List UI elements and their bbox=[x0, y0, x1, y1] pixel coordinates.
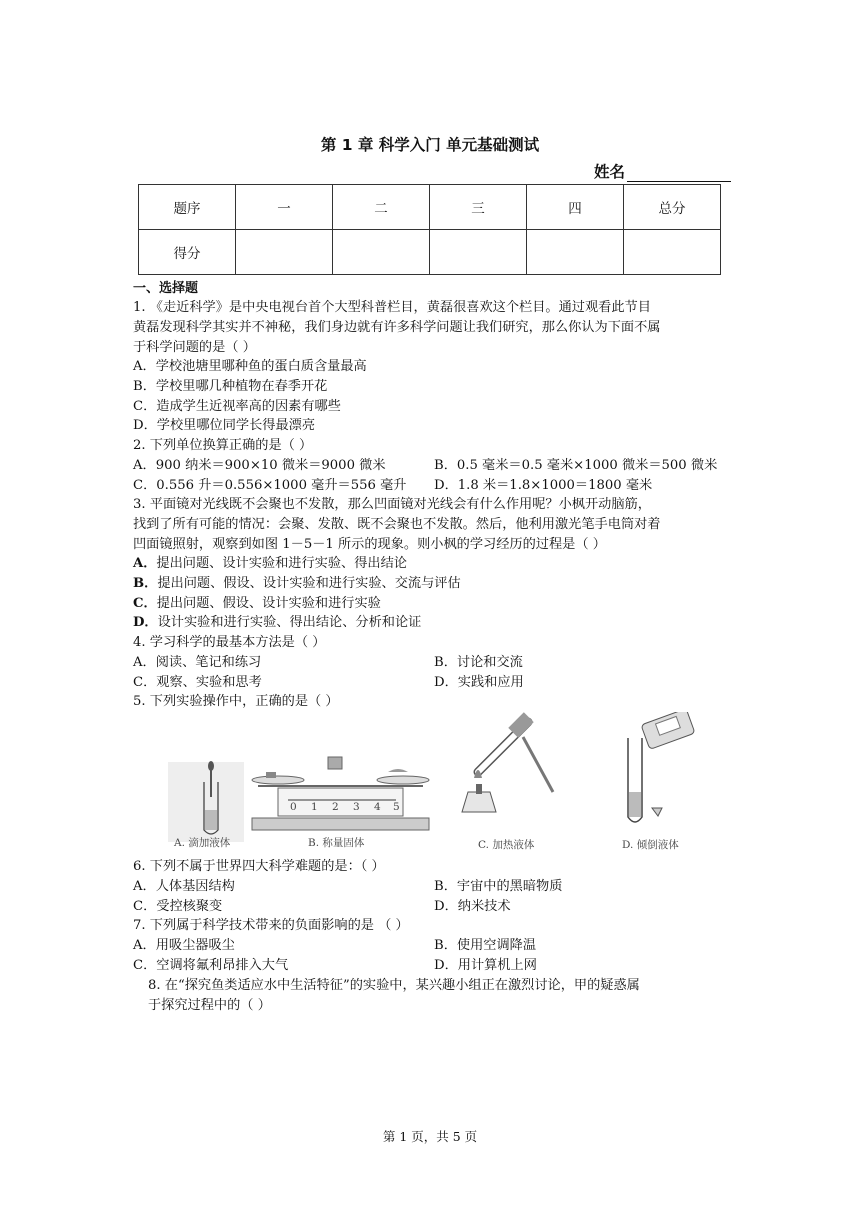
option-label: B． bbox=[133, 379, 156, 394]
option-text: 学校里哪几种植物在春季开花 bbox=[155, 379, 328, 394]
option-text: 提出问题、假设、设计实验和进行实验、交流与评估 bbox=[157, 576, 461, 591]
score-cell[interactable] bbox=[333, 230, 430, 275]
question-5-figures bbox=[166, 712, 726, 857]
question-3-option-c[interactable] bbox=[133, 594, 381, 613]
figure-b-weighing-solid[interactable] bbox=[248, 752, 433, 847]
question-6-option-b[interactable] bbox=[434, 877, 562, 896]
question-7-option-c[interactable] bbox=[133, 956, 288, 975]
option-label: A． bbox=[133, 458, 156, 473]
balance-illustration bbox=[248, 752, 433, 847]
question-2-option-b[interactable] bbox=[434, 456, 717, 475]
question-4-option-d[interactable] bbox=[434, 673, 524, 692]
option-label: B． bbox=[434, 879, 457, 894]
option-text: 1.8 米＝1.8×1000＝1800 毫米 bbox=[457, 478, 653, 493]
question-6-option-a[interactable] bbox=[133, 877, 235, 896]
option-text: 900 纳米＝900×10 微米＝9000 微米 bbox=[155, 458, 386, 473]
option-label: B． bbox=[133, 576, 158, 591]
ruler-tick-label: 5 bbox=[393, 801, 400, 813]
question-4-option-b[interactable] bbox=[434, 653, 523, 672]
name-label: 姓名 bbox=[594, 163, 626, 181]
name-blank[interactable] bbox=[627, 165, 731, 182]
option-text: 讨论和交流 bbox=[456, 655, 523, 670]
option-text: 提出问题、假设、设计实验和进行实验 bbox=[156, 596, 381, 611]
score-header-cell: 四 bbox=[527, 185, 624, 230]
option-label: A． bbox=[133, 556, 157, 571]
question-8-stem: 8. 在“探究鱼类适应水中生活特征”的实验中，某兴趣小组正在激烈讨论，甲的疑惑属 bbox=[148, 978, 640, 993]
option-label: B． bbox=[434, 458, 457, 473]
score-header-cell: 三 bbox=[430, 185, 527, 230]
option-label: D． bbox=[434, 675, 458, 690]
option-text: 空调将氟利昂排入大气 bbox=[156, 958, 289, 973]
option-text: 实践和应用 bbox=[457, 675, 524, 690]
question-2-option-d[interactable] bbox=[434, 476, 652, 495]
figure-d-pouring-liquid[interactable] bbox=[606, 712, 716, 857]
option-text: 设计实验和进行实验、得出结论、分析和论证 bbox=[157, 615, 422, 630]
question-2-stem: 2. 下列单位换算正确的是（ ） bbox=[133, 438, 313, 453]
option-label: C． bbox=[133, 596, 157, 611]
score-table-score-row bbox=[139, 230, 721, 275]
question-1-option-c[interactable] bbox=[133, 397, 341, 416]
balance-ruler-ticks bbox=[290, 801, 400, 813]
option-text: 宇宙中的黑暗物质 bbox=[456, 879, 563, 894]
option-label: C． bbox=[133, 899, 157, 914]
question-3-stem: 凹面镜照射，观察到如图 1－5－1 所示的现象。则小枫的学习经历的过程是（ ） bbox=[133, 537, 606, 552]
option-label: C． bbox=[133, 958, 157, 973]
question-4-option-c[interactable] bbox=[133, 673, 262, 692]
option-text: 造成学生近视率高的因素有哪些 bbox=[156, 399, 341, 414]
option-label: D． bbox=[434, 958, 458, 973]
name-field[interactable] bbox=[594, 160, 731, 182]
figure-b-caption: B. 称量固体 bbox=[308, 837, 365, 849]
question-8-stem: 于探究过程中的（ ） bbox=[148, 998, 271, 1013]
score-header-cell: 总分 bbox=[624, 185, 721, 230]
question-6-option-d[interactable] bbox=[434, 897, 511, 916]
option-text: 观察、实验和思考 bbox=[156, 675, 262, 690]
score-table bbox=[138, 184, 721, 275]
ruler-tick-label: 0 bbox=[290, 801, 297, 813]
option-label: A． bbox=[133, 879, 156, 894]
option-text: 使用空调降温 bbox=[456, 938, 537, 953]
ruler-tick-label: 2 bbox=[332, 801, 339, 813]
score-cell[interactable] bbox=[236, 230, 333, 275]
score-cell[interactable] bbox=[430, 230, 527, 275]
score-header-cell: 题序 bbox=[139, 185, 236, 230]
option-label: A． bbox=[133, 359, 156, 374]
option-text: 纳米技术 bbox=[457, 899, 511, 914]
option-text: 阅读、笔记和练习 bbox=[155, 655, 262, 670]
score-cell[interactable] bbox=[624, 230, 721, 275]
option-text: 人体基因结构 bbox=[155, 879, 235, 894]
question-5-stem: 5. 下列实验操作中，正确的是（ ） bbox=[133, 694, 339, 709]
heating-illustration bbox=[448, 712, 558, 842]
page-footer: 第 1 页，共 5 页 bbox=[382, 1129, 478, 1144]
ruler-tick-label: 1 bbox=[311, 801, 318, 813]
score-cell[interactable] bbox=[527, 230, 624, 275]
question-7-option-d[interactable] bbox=[434, 956, 537, 975]
question-2-option-c[interactable] bbox=[133, 476, 406, 495]
question-3-stem: 找到了所有可能的情况：会聚、发散、既不会聚也不发散。然后，他利用激光笔手电筒对着 bbox=[133, 517, 661, 532]
question-3-option-b[interactable] bbox=[133, 574, 461, 593]
question-3-stem: 3. 平面镜对光线既不会聚也不发散，那么凹面镜对光线会有什么作用呢？小枫开动脑筋， bbox=[133, 497, 651, 512]
question-7-stem: 7. 下列属于科学技术带来的负面影响的是 （ ） bbox=[133, 918, 409, 933]
figure-a-caption: A. 滴加液体 bbox=[174, 837, 231, 849]
option-text: 学校里哪位同学长得最漂亮 bbox=[156, 418, 316, 433]
option-label: A． bbox=[133, 655, 156, 670]
option-label: D． bbox=[133, 418, 157, 433]
option-text: 0.5 毫米＝0.5 毫米×1000 微米＝500 微米 bbox=[456, 458, 718, 473]
question-1-stem: 黄磊发现科学其实并不神秘，我们身边就有许多科学问题让我们研究，那么你认为下面不属 bbox=[133, 320, 661, 335]
question-2-option-a[interactable] bbox=[133, 456, 386, 475]
option-label: D． bbox=[434, 899, 458, 914]
option-label: C． bbox=[133, 399, 157, 414]
option-label: C． bbox=[133, 675, 157, 690]
question-4-option-a[interactable] bbox=[133, 653, 261, 672]
figure-c-heating-liquid[interactable] bbox=[448, 712, 558, 857]
question-1-option-d[interactable] bbox=[133, 416, 315, 435]
option-text: 0.556 升＝0.556×1000 毫升＝556 毫升 bbox=[156, 478, 407, 493]
option-label: B． bbox=[434, 655, 457, 670]
question-7-option-b[interactable] bbox=[434, 936, 536, 955]
option-text: 受控核聚变 bbox=[156, 899, 223, 914]
question-6-option-c[interactable] bbox=[133, 897, 222, 916]
question-1-stem: 于科学问题的是（ ） bbox=[133, 340, 256, 355]
question-3-option-a[interactable] bbox=[133, 554, 407, 573]
question-1-option-a[interactable] bbox=[133, 357, 367, 376]
score-table-header-row bbox=[139, 185, 721, 230]
score-row-label: 得分 bbox=[139, 230, 236, 275]
figure-a-dropping-liquid[interactable] bbox=[166, 752, 246, 847]
ruler-tick-label: 3 bbox=[353, 801, 360, 813]
question-7-option-a[interactable] bbox=[133, 936, 235, 955]
pouring-illustration bbox=[606, 712, 716, 842]
option-text: 提出问题、设计实验和进行实验、得出结论 bbox=[156, 556, 407, 571]
question-1-stem: 1. 《走近科学》是中央电视台首个大型科普栏目，黄磊很喜欢这个栏目。通过观看此节目 bbox=[133, 300, 651, 315]
page-title: 第 1 章 科学入门 单元基础测试 bbox=[320, 136, 540, 154]
score-header-cell: 二 bbox=[333, 185, 430, 230]
score-header-cell: 一 bbox=[236, 185, 333, 230]
option-label: A． bbox=[133, 938, 156, 953]
option-text: 学校池塘里哪种鱼的蛋白质含量最高 bbox=[155, 359, 367, 374]
question-4-stem: 4. 学习科学的最基本方法是（ ） bbox=[133, 635, 326, 650]
option-text: 用吸尘器吸尘 bbox=[155, 938, 235, 953]
question-3-option-d[interactable] bbox=[133, 613, 421, 632]
option-label: D． bbox=[133, 615, 158, 630]
option-label: D． bbox=[434, 478, 458, 493]
option-text: 用计算机上网 bbox=[457, 958, 537, 973]
option-label: B． bbox=[434, 938, 457, 953]
figure-c-caption: C. 加热液体 bbox=[478, 839, 535, 851]
figure-d-caption: D. 倾倒液体 bbox=[622, 839, 679, 851]
question-6-stem: 6. 下列不属于世界四大科学难题的是：（ ） bbox=[133, 859, 385, 874]
question-1-option-b[interactable] bbox=[133, 377, 327, 396]
ruler-tick-label: 4 bbox=[374, 801, 381, 813]
section-heading: 一、选择题 bbox=[133, 281, 199, 296]
dropper-tube-illustration bbox=[166, 752, 246, 847]
option-label: C． bbox=[133, 478, 157, 493]
